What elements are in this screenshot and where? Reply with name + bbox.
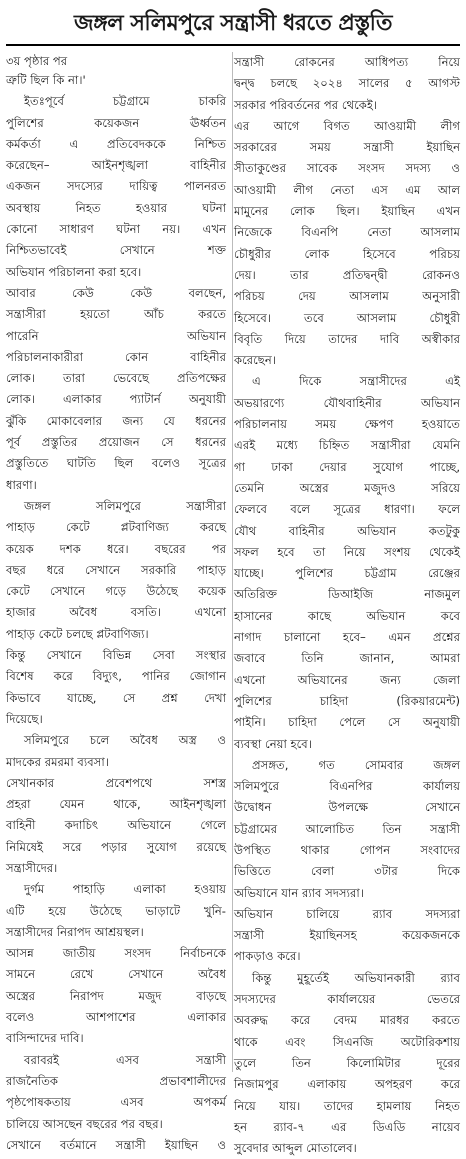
text-line: সরকারের সময় সন্ত্রাসী ইয়াছিন bbox=[234, 140, 460, 155]
text-line: ত্রুটি ছিল কি না।' bbox=[6, 73, 86, 87]
text-line: হাজার অবৈধ বসতি। এখনো bbox=[6, 605, 226, 620]
text-line: অভিযানে যান র‌্যাব সদস্যরা। bbox=[234, 885, 364, 900]
text-line: লোক। তারা ভেবেছে প্রতিপক্ষের bbox=[6, 371, 226, 386]
text-line: মামুনের লোক ছিল। ইয়াছিন এখন bbox=[234, 204, 460, 219]
left-column-lines bbox=[6, 70, 226, 1156]
text-line: চট্টগ্রামের আলোচিত তিন সন্ত্রাসী bbox=[234, 821, 460, 836]
text-line: চালিয়ে আসছেন বছরের পর বছর। bbox=[6, 1116, 163, 1131]
text-line: পারেনি অভিযান bbox=[6, 328, 226, 343]
text-line: সফল হবে তা নিয়ে সংশয় থেকেই bbox=[234, 544, 460, 559]
text-line: দিয়েছে। bbox=[6, 711, 43, 726]
text-line: যাচ্ছে। পুলিশের চট্টগ্রাম রেঞ্জের bbox=[234, 566, 460, 581]
text-line: পরিচালনায় সময় ক্ষেপণ হওয়াতে bbox=[234, 417, 460, 432]
text-line: হন র‌্যাব-৭ এর ডিএডি নায়েব bbox=[234, 1119, 460, 1134]
text-line: কেটে সেখানে গড়ে উঠেছে কয়েক bbox=[6, 584, 226, 599]
text-line: সন্ত্রাসী রোকনের আধিপত্য নিয়ে bbox=[234, 55, 460, 69]
text-line: পৃষ্ঠপোষকতায় এসব অপকর্ম bbox=[6, 1095, 226, 1110]
text-line: রাজনৈতিক প্রভাবশালীদের bbox=[6, 1073, 226, 1088]
text-line: সলিমপুরে বিএনপির কার্যালয় bbox=[234, 779, 460, 794]
text-line: এ দিকে সন্ত্রাসীদের এই bbox=[252, 374, 460, 389]
text-line: অভয়ারণ্যে যৌথবাহিনীর অভিযান bbox=[234, 395, 460, 410]
text-line: সীতাকুণ্ডের সাবেক সংসদ সদস্য ও bbox=[234, 161, 460, 176]
text-line: পরিচয় দেয় আসলাম অনুসারী bbox=[234, 289, 460, 304]
headline: জঙ্গল সলিমপুরে সন্ত্রাসী ধরতে প্রস্তুতি bbox=[74, 10, 392, 36]
text-line: সন্ত্রাসীদের নিরাপদ আশ্রয়স্থল। bbox=[6, 924, 144, 939]
text-line: পরিচালনাকারীরা কোন বাহিনীর bbox=[6, 349, 226, 364]
text-line: সলিমপুরে চলে অবৈধ অস্ত্র ও bbox=[24, 733, 226, 748]
text-line: হাসানের কাছে অভিযান কবে bbox=[234, 608, 460, 623]
text-line: পুলিশের চাহিদা (রিকয়ারমেন্ট) bbox=[234, 693, 460, 708]
text-line: এখনো অভিযানের জন্য জেলা bbox=[234, 672, 460, 687]
text-line: সুবেদার আব্দুল মোতালেব। bbox=[234, 1141, 357, 1156]
text-line: বিশেষ করে বিদ্যুৎ, পানির জোগান bbox=[6, 669, 226, 684]
text-line: থাকে এবং সিএনজি অটোরিকশায় bbox=[234, 1034, 460, 1049]
text-line: পাইনি। চাহিদা পেলে সে অনুযায়ী bbox=[234, 715, 460, 730]
text-line: মাদকের রমরমা ব্যবসা। bbox=[6, 754, 109, 769]
text-line: অভিযান পরিচালনা করা হবে। bbox=[6, 264, 142, 279]
text-line: সামনে রেখে সেখানে অবৈধ bbox=[6, 967, 226, 982]
text-line: অস্ত্রের নিরাপদ মজুদ বাড়ছে bbox=[6, 988, 226, 1003]
text-line: কয়েক দশক ধরে। বছরের পর bbox=[6, 541, 226, 556]
text-line: প্রসঙ্গত, গত সোমবার জঙ্গল bbox=[252, 757, 460, 772]
text-line: আবার কেউ কেউ বলছেন, bbox=[6, 285, 226, 300]
headline-block bbox=[6, 6, 460, 46]
text-line: অবস্থায় নিহত হওয়ার ঘটনা bbox=[6, 200, 226, 215]
text-line: সদস্যদের কার্যালয়ের ভেতরে bbox=[234, 992, 460, 1007]
right-column-lines bbox=[234, 52, 460, 1159]
right-column bbox=[234, 52, 460, 1156]
text-line: নিমিষেই সরে পড়ার সুযোগ রয়েছে bbox=[6, 839, 226, 854]
text-line: পুলিশের কয়েকজন ঊর্ধ্বতন bbox=[6, 115, 226, 130]
text-line: উদ্বোধন উপলক্ষে সেখানে bbox=[234, 800, 460, 815]
text-line: আওয়ামী লীগ নেতা এস এম আল bbox=[234, 182, 460, 197]
text-line: নিয়ে যায়। তাদের হামলায় নিহত bbox=[234, 1098, 460, 1113]
text-line: অভিযান চালিয়ে র‌্যাব সদস্যরা bbox=[234, 906, 460, 921]
text-line: অবরুদ্ধ করে বেদম মারধর করতে bbox=[234, 1013, 460, 1028]
text-line: দুর্গম পাহাড়ি এলাকা হওয়ায় bbox=[24, 882, 226, 897]
text-line: ধারণা। bbox=[6, 477, 37, 492]
text-line: সেখানকার প্রবেশপথে সশস্ত্র bbox=[6, 775, 226, 790]
text-line: যৌথ বাহিনীর অভিযান কতটুকু bbox=[234, 523, 460, 538]
text-line: সন্ত্রাসী ইয়াছিনসহ কয়েকজনকে bbox=[234, 928, 460, 943]
text-line: গা ঢাকা দেয়ার সুযোগ পাচ্ছে, bbox=[234, 459, 460, 474]
text-line: প্রস্তুতিতে ঘাটতি ছিল বলেও সূত্রের bbox=[6, 456, 226, 471]
text-line: সন্ত্রাসীরা হয়তো আঁচ করতে bbox=[6, 307, 226, 322]
text-line: বাহিনী কদাচিৎ অভিযানে গেলে bbox=[6, 818, 226, 833]
text-line: কিভাবে যাচ্ছে, সে প্রশ্ন দেখা bbox=[6, 690, 226, 705]
text-line: বিবৃতি দিয়ে তাদের দাবি অস্বীকার bbox=[234, 331, 460, 346]
text-line: এর আগে বিগত আওয়ামী লীগ bbox=[234, 118, 460, 133]
text-line: দেয়। তার প্রতিদ্বন্দ্বী রোকনও bbox=[234, 267, 460, 282]
text-line: কিন্তু সেখানে বিভিন্ন সেবা সংস্থার bbox=[6, 648, 226, 663]
text-line: পাহাড় কেটে প্লটবাণিজ্য করছে bbox=[6, 520, 226, 535]
text-line: পাকড়াও করে। bbox=[234, 949, 301, 964]
text-line: তুলে তিন কিলোমিটার দূরের bbox=[234, 1055, 460, 1070]
text-line: সেখানে বর্তমানে সন্ত্রাসী ইয়াছিন ও bbox=[6, 1137, 226, 1152]
text-line: পাহাড় কেটে চলছে প্লটবাণিজ্য। bbox=[6, 626, 149, 641]
text-line: বাসিন্দাদের দাবি। bbox=[6, 1031, 84, 1046]
text-line: নিশ্চিতভাবেই সেখানে শক্ত bbox=[6, 243, 226, 258]
text-line: বলেও আশপাশের এলাকার bbox=[6, 1010, 226, 1025]
text-line: ব্যবস্থা নেয়া হবে। bbox=[234, 736, 312, 751]
article-body bbox=[6, 52, 460, 1156]
text-line: আসন্ন জাতীয় সংসদ নির্বাচনকে bbox=[6, 946, 226, 961]
text-line: জবাবে তিনি জানান, আমরা bbox=[234, 651, 460, 666]
text-line: প্রহরা যেমন থাকে, আইনশৃঙ্খলা bbox=[6, 797, 226, 812]
text-line: কর্মকর্তা এ প্রতিবেদককে নিশ্চিত bbox=[6, 136, 226, 151]
text-line: বরাবরই এসব সন্ত্রাসী bbox=[24, 1052, 226, 1067]
text-line: এরই মধ্যে চিহ্নিত সন্ত্রাসীরা যেমনি bbox=[234, 438, 460, 453]
text-line: ইতঃপূর্বে চট্টগ্রামে চাকরি bbox=[24, 94, 226, 109]
text-line: সরকার পরিবর্তনের পর থেকেই। bbox=[234, 97, 378, 112]
text-line: ভিত্তিতে বেলা ৩টার দিকে bbox=[234, 864, 460, 879]
text-line: একজন সদস্যের দায়িত্ব পালনরত bbox=[6, 179, 226, 194]
text-line: কোনো সাধারণ ঘটনা নয়। এখন bbox=[6, 222, 226, 237]
text-line: উপস্থিত থাকার গোপন সংবাদের bbox=[234, 842, 460, 857]
continued-from-label: ৩য় পৃষ্ঠার পর bbox=[6, 54, 68, 68]
text-line: লোক। এলাকার প্যাটার্ন অনুযায়ী bbox=[6, 392, 226, 407]
text-line: নাগাদ চালানো হবে– এমন প্রশ্নের bbox=[234, 630, 460, 645]
text-line: ঝুঁকি মোকাবেলার জন্য যে ধরনের bbox=[6, 413, 226, 428]
text-line: তেমনি অস্ত্রের মজুদও সরিয়ে bbox=[234, 480, 460, 495]
text-line: বছর ধরে সেখানে সরকারি পাহাড় bbox=[6, 562, 226, 577]
text-line: পূর্ব প্রস্তুতির প্রয়োজন সে ধরনের bbox=[6, 435, 226, 450]
text-line: এটি হয়ে উঠেছে ভাড়াটে খুনি- bbox=[6, 903, 226, 918]
text-line: দ্বন্দ্ব চলছে ২০২৪ সালের ৫ আগস্ট bbox=[234, 76, 460, 91]
text-line: ফেলবে বলে সূত্রের ধারণা। ফলে bbox=[234, 502, 460, 517]
text-line: নিজেকে বিএনপি নেতা আসলাম bbox=[234, 225, 460, 240]
left-column bbox=[6, 52, 233, 1152]
text-line: নিজামপুর এলাকায় অপহরণ করে bbox=[234, 1077, 460, 1092]
text-line: জঙ্গল সলিমপুরে সন্ত্রাসীরা bbox=[24, 498, 226, 513]
text-line: চৌধুরীর লোক হিসেবে পরিচয় bbox=[234, 246, 460, 261]
text-line: করেছেন– আইনশৃঙ্খলা বাহিনীর bbox=[6, 158, 226, 173]
text-line: অতিরিক্ত ডিআইজি নাজমুল bbox=[234, 587, 460, 602]
text-line: কিন্তু মুহূর্তেই অভিযানকারী র‌্যাব bbox=[252, 970, 460, 985]
text-line: সন্ত্রাসীদের। bbox=[6, 860, 58, 875]
text-line: হিসেবে। তবে আসলাম চৌধুরী bbox=[234, 310, 460, 325]
text-line: করেছেন। bbox=[234, 353, 276, 368]
